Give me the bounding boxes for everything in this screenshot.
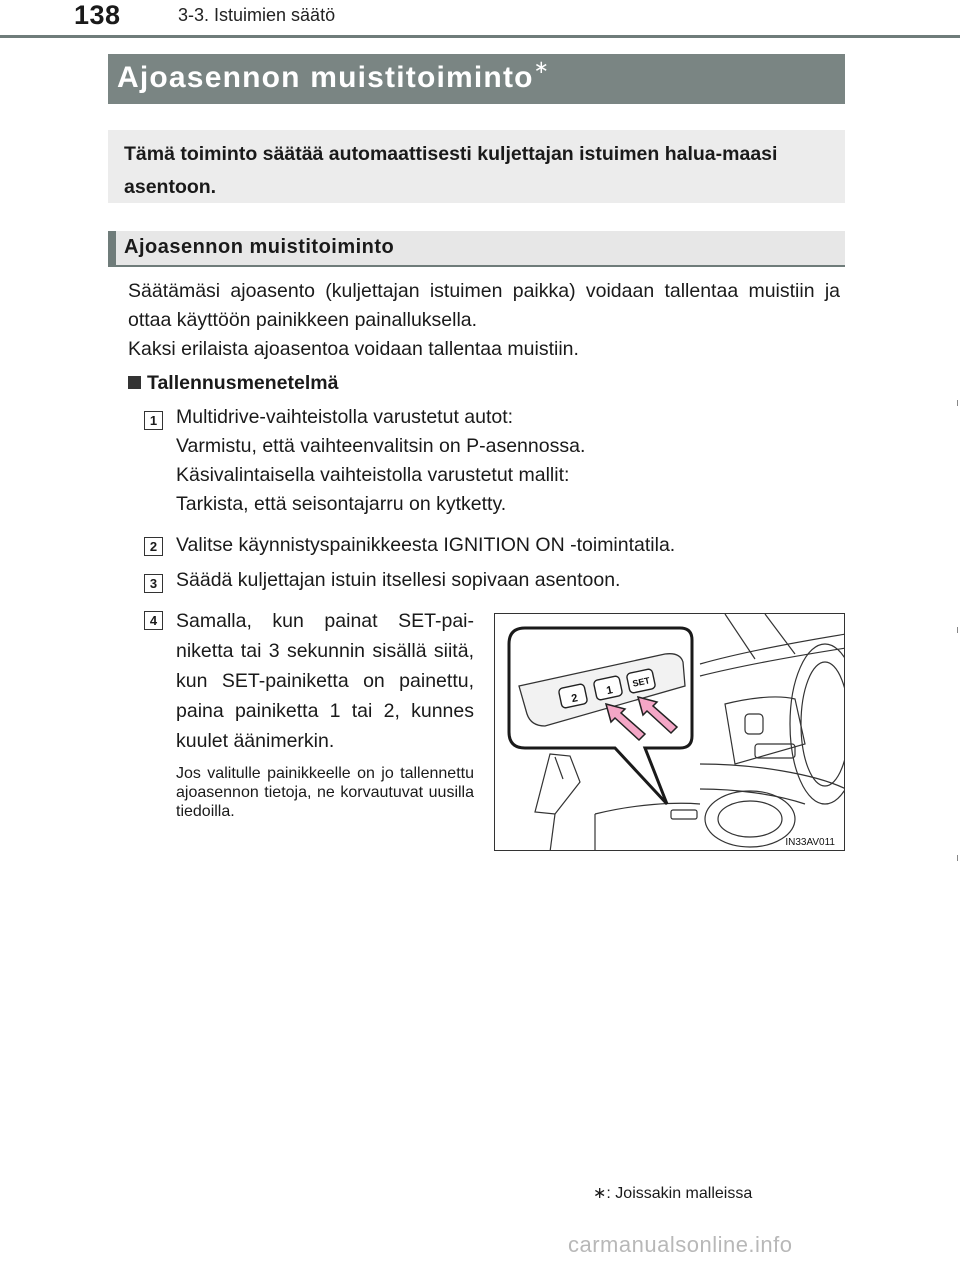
edge-mark	[957, 855, 958, 861]
step-1-line: Käsivalintaisella vaihteistolla varustetut mallit:	[176, 464, 570, 486]
section-reference: 3-3. Istuimien säätö	[178, 5, 336, 25]
step-1-text	[176, 403, 585, 519]
square-bullet-icon	[128, 376, 141, 389]
step-number-3: 3	[144, 574, 163, 593]
header-divider	[0, 35, 960, 38]
subsection-heading: Ajoasennon muistitoiminto	[108, 231, 845, 267]
method-heading-text: Tallennusmenetelmä	[147, 372, 339, 394]
description-line-2: Kaksi erilaista ajoasentoa voidaan tallentaa muistiin.	[128, 338, 579, 360]
intro-summary: Tämä toiminto säätää automaattisesti kuljettajan istuimen halua-maasi asentoon.	[108, 130, 845, 203]
step-4-note: Jos valitulle painikkeelle on jo tallennettu ajoasennon tietoja, ne korvautuvat uusilla tiedoilla.	[176, 765, 474, 820]
footnote: ∗: Joissakin malleissa	[593, 1185, 753, 1202]
button-label: 2	[570, 692, 579, 706]
figure-code: IN33AV011	[785, 837, 835, 848]
title-asterisk: ∗	[533, 57, 550, 77]
step-number-4: 4	[144, 611, 163, 630]
method-heading	[128, 372, 338, 395]
step-1-line: Multidrive-vaihteistolla varustetut autot:	[176, 406, 514, 428]
description-line-1: Säätämäsi ajoasento (kuljettajan istuimen paikka) voidaan tallentaa muistiin ja ottaa käyttöön painikkeen painalluksella.	[128, 280, 840, 331]
edge-mark	[957, 627, 958, 633]
memory-buttons-illustration	[494, 613, 845, 851]
step-1-line: Tarkista, että seisontajarru on kytketty.	[176, 493, 507, 515]
button-label: SET	[631, 675, 651, 689]
description-paragraph	[128, 277, 840, 364]
button-label: 1	[605, 684, 614, 698]
edge-mark	[957, 400, 958, 406]
step-number-2: 2	[144, 537, 163, 556]
step-1-line: Varmistu, että vaihteenvalitsin on P-asennossa.	[176, 435, 586, 457]
step-4-text: Samalla, kun painat SET-pai-niketta tai 3 sekunnin sisällä siitä, kun SET-painiketta on painettu, paina painiketta 1 tai 2, kunnes kuulet äänimerkin.	[176, 610, 474, 752]
step-3-text: Säädä kuljettajan istuin itsellesi sopivaan asentoon.	[176, 569, 621, 591]
step-number-1: 1	[144, 411, 163, 430]
page-number: 138	[74, 0, 121, 30]
step-2-text: Valitse käynnistyspainikkeesta IGNITION ON -toimintatila.	[176, 534, 676, 556]
illustration-drawing	[495, 614, 845, 851]
page-title: Ajoasennon muistitoiminto	[117, 61, 534, 94]
watermark: carmanualsonline.info	[568, 1232, 793, 1257]
section-title-bar	[108, 54, 845, 104]
